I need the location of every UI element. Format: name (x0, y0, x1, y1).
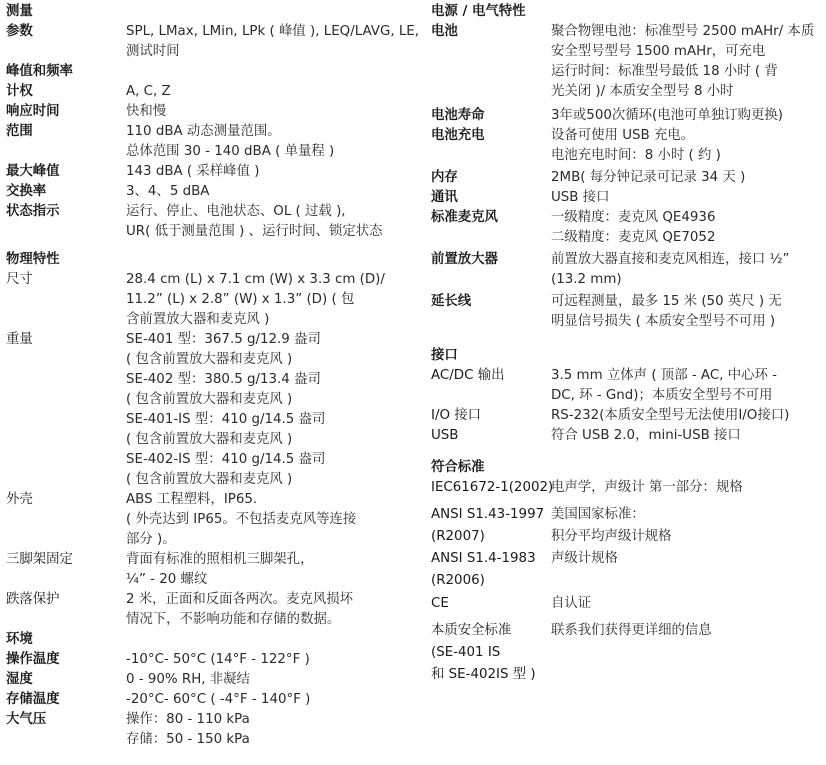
spec-value-line: SE-401 型：367.5 g/12.9 盎司 (126, 332, 321, 347)
spec-value-line: 含前置放大器和麦克风 ) (126, 312, 270, 327)
spec-row (431, 188, 823, 208)
spec-value-line: ( 包含前置放大器和麦克风 ) (126, 472, 293, 487)
spec-value-line: 二级精度：麦克风 QE7052 (551, 230, 716, 245)
spec-value-line: -20°C- 60°C ( -4°F - 140°F ) (126, 692, 311, 707)
spec-label: 跌落保护 (6, 592, 60, 607)
spec-value (126, 710, 411, 750)
spec-value-line: SPL, LMax, LMin, LPk ( 峰值 ), LEQ/LAVG, LE, (126, 24, 420, 39)
spec-value (126, 122, 411, 162)
spec-value (551, 292, 823, 332)
spec-value-line: 测试时间 (126, 44, 180, 59)
spec-label: 电池 (431, 24, 458, 39)
spec-value-line: RS-232(本质安全型号无法使用I/O接口) (551, 408, 790, 423)
spec-label (431, 504, 551, 548)
spec-row (6, 182, 411, 202)
spec-label: I/O 接口 (431, 408, 482, 423)
spec-value-line: ( 包含前置放大器和麦克风 ) (126, 432, 293, 447)
spec-value-line: 3年或500次循环(电池可单独订购更换) (551, 108, 783, 123)
spec-row (6, 330, 411, 490)
spec-value-line: 电池充电时间：8 小时 ( 约 ) (551, 148, 721, 163)
spec-value-line: 美国国家标准： (551, 507, 645, 522)
spec-value (551, 168, 823, 188)
spec-value (126, 82, 411, 102)
spec-row (6, 690, 411, 710)
spec-label: 标准麦克风 (431, 210, 498, 225)
spec-value-line: 运行、停止、电池状态、OL ( 过载 ), (126, 204, 346, 219)
spec-row (431, 504, 823, 548)
spec-row (431, 594, 823, 614)
spec-value (126, 62, 411, 82)
spec-label: USB (431, 428, 459, 443)
spec-row (431, 620, 823, 686)
spec-value-line: 一级精度：麦克风 QE4936 (551, 210, 716, 225)
spec-value-line: 安全型号型号 1500 mAHr，可充电 (551, 44, 766, 59)
spec-label: 电池充电 (431, 128, 485, 143)
section-title: 测量 (6, 4, 33, 19)
spec-value-line: 设备可使用 USB 充电。 (551, 128, 695, 143)
spec-value (126, 102, 411, 122)
spec-label: 尺寸 (6, 272, 33, 287)
spec-label: 状态指示 (6, 204, 60, 219)
spec-value-line: ¼” - 20 螺纹 (126, 572, 208, 587)
spec-value-line: 聚合物锂电池：标准型号 2500 mAHr/ 本质 (551, 24, 815, 39)
spec-value-line: DC, 环 - Gnd)；本质安全型号不可用 (551, 388, 773, 403)
spec-value (126, 690, 411, 710)
spec-row (431, 106, 823, 126)
spec-label: IEC61672-1(2002) (431, 480, 554, 495)
spec-value-line: 背面有标准的照相机三脚架孔， (126, 552, 314, 567)
spec-row (431, 126, 823, 166)
spec-value-line: ( 外壳达到 IP65。不包括麦克风等连接 (126, 512, 357, 527)
spec-value-line: ( 包含前置放大器和麦克风 ) (126, 352, 293, 367)
spec-row (6, 122, 411, 162)
spec-value-line: (13.2 mm) (551, 272, 622, 287)
spec-value (126, 202, 411, 242)
spec-row (6, 490, 411, 550)
spec-row (431, 22, 823, 102)
spec-value-line: 110 dBA 动态测量范围。 (126, 124, 281, 139)
spec-value-line: 存储：50 - 150 kPa (126, 732, 250, 747)
spec-label-line: (SE-401 IS (431, 645, 501, 660)
spec-value (126, 270, 411, 330)
spec-value (126, 590, 411, 630)
spec-row (431, 366, 823, 406)
spec-value (126, 330, 411, 490)
spec-label: 大气压 (6, 712, 47, 727)
spec-label: 三脚架固定 (6, 552, 73, 567)
spec-label: 计权 (6, 84, 33, 99)
spec-value-line: 积分平均声级计规格 (551, 529, 672, 544)
spec-value-line: 运行时间：标准型号最低 18 小时 ( 背 (551, 64, 778, 79)
spec-value-line: 3、4、5 dBA (126, 184, 210, 199)
spec-value-line: 2 米，正面和反面各两次。麦克风损坏 (126, 592, 354, 607)
spec-value-line: SE-402 型：380.5 g/13.4 盎司 (126, 372, 321, 387)
spec-value-line: 0 - 90% RH, 非凝结 (126, 672, 250, 687)
spec-row (6, 670, 411, 690)
spec-row (6, 710, 411, 750)
spec-row (431, 168, 823, 188)
spec-row (6, 650, 411, 670)
spec-value-line: USB 接口 (551, 190, 610, 205)
spec-value (551, 406, 823, 426)
spec-row (431, 478, 823, 498)
spec-value (126, 650, 411, 670)
spec-row (6, 22, 420, 62)
spec-value-line: 2MB( 每分钟记录可记录 34 天 ) (551, 170, 746, 185)
spec-value-line: UR( 低于测量范围 ) 、运行时间、锁定状态 (126, 224, 383, 239)
spec-label-line: 和 SE-402IS 型 ) (431, 667, 536, 682)
spec-value-line: 光关闭 )/ 本质安全型号 8 小时 (551, 84, 734, 99)
spec-label-line: (R2006) (431, 573, 485, 588)
spec-value-line: 总体范围 30 - 140 dBA ( 单量程 ) (126, 144, 335, 159)
spec-row (6, 202, 411, 242)
spec-value-line: 11.2” (L) x 2.8” (W) x 1.3” (D) ( 包 (126, 292, 355, 307)
spec-value (551, 504, 823, 548)
spec-value-line: 符合 USB 2.0，mini-USB 接口 (551, 428, 741, 443)
spec-label (431, 620, 551, 686)
spec-value-line: 快和慢 (126, 104, 167, 119)
spec-label: 峰值和频率 (6, 64, 73, 79)
spec-row (431, 250, 823, 290)
spec-value (551, 250, 823, 290)
spec-value-line: 143 dBA ( 采样峰值 ) (126, 164, 260, 179)
spec-value-line: A, C, Z (126, 84, 171, 99)
spec-row (6, 162, 411, 182)
spec-label: 重量 (6, 332, 33, 347)
spec-row (6, 62, 411, 82)
spec-label-line: (R2007) (431, 529, 485, 544)
spec-value (126, 490, 411, 550)
spec-value (126, 550, 411, 590)
spec-label: 存储温度 (6, 692, 60, 707)
spec-value-line: 明显信号损失 ( 本质安全型号不可用 ) (551, 314, 776, 329)
spec-value-line: 部分 )。 (126, 532, 176, 547)
spec-value-line: 自认证 (551, 596, 592, 611)
section-title: 电源 / 电气特性 (431, 4, 526, 19)
spec-value (551, 548, 823, 592)
spec-value-line: 情况下，不影响功能和存储的数据。 (126, 612, 341, 627)
spec-label: 外壳 (6, 492, 33, 507)
spec-value (551, 22, 823, 102)
spec-label-line: ANSI S1.43-1997 (431, 507, 545, 522)
spec-value (551, 478, 823, 498)
spec-row (6, 550, 411, 590)
spec-label: 前置放大器 (431, 252, 498, 267)
spec-value (551, 188, 823, 208)
spec-row (431, 426, 823, 446)
spec-value (551, 126, 823, 166)
spec-row (431, 406, 823, 426)
spec-row (431, 208, 823, 248)
spec-value-line: -10°C- 50°C (14°F - 122°F ) (126, 652, 310, 667)
spec-row (6, 590, 411, 630)
spec-value (551, 620, 823, 686)
spec-label-line: ANSI S1.4-1983 (431, 551, 536, 566)
spec-value-line: 可远程测量，最多 15 米 (50 英尺 ) 无 (551, 294, 782, 309)
spec-label: 最大峰值 (6, 164, 60, 179)
spec-value-line: ( 包含前置放大器和麦克风 ) (126, 392, 293, 407)
spec-value-line: 声级计规格 (551, 551, 618, 566)
spec-label: 电池寿命 (431, 108, 485, 123)
spec-label-line: 本质安全标准 (431, 623, 512, 638)
section-title: 物理特性 (6, 252, 60, 267)
spec-value (126, 162, 411, 182)
spec-label: 范围 (6, 124, 33, 139)
spec-value (551, 208, 823, 248)
spec-value (551, 594, 823, 614)
spec-row (431, 292, 823, 332)
spec-value (551, 426, 823, 446)
spec-value-line: 28.4 cm (L) x 7.1 cm (W) x 3.3 cm (D)/ (126, 272, 385, 287)
spec-value (126, 22, 419, 62)
section-title: 环境 (6, 632, 33, 647)
spec-value (126, 182, 411, 202)
section-title: 接口 (431, 348, 458, 363)
spec-label: CE (431, 596, 449, 611)
spec-value-line: 操作：80 - 110 kPa (126, 712, 250, 727)
spec-row (6, 270, 411, 330)
spec-value-line: 电声学，声级计 第一部分：规格 (551, 480, 743, 495)
spec-label: 湿度 (6, 672, 33, 687)
spec-label: 内存 (431, 170, 458, 185)
spec-row (6, 82, 411, 102)
spec-value-line: 联系我们获得更详细的信息 (551, 623, 712, 638)
spec-label (431, 548, 551, 592)
spec-row (431, 548, 823, 592)
spec-value-line: 前置放大器直接和麦克风相连，接口 ½” (551, 252, 790, 267)
spec-label: 参数 (6, 24, 33, 39)
spec-value-line: SE-401-IS 型：410 g/14.5 盎司 (126, 412, 326, 427)
spec-label: 延长线 (431, 294, 472, 309)
spec-label: AC/DC 输出 (431, 368, 505, 383)
spec-value-line: 3.5 mm 立体声 ( 顶部 - AC, 中心环 - (551, 368, 777, 383)
spec-value (551, 366, 823, 406)
spec-label: 交换率 (6, 184, 47, 199)
spec-value-line: SE-402-IS 型：410 g/14.5 盎司 (126, 452, 326, 467)
spec-label: 操作温度 (6, 652, 60, 667)
spec-value (126, 670, 411, 690)
spec-label: 通讯 (431, 190, 458, 205)
section-title: 符合标准 (431, 460, 485, 475)
spec-label: 响应时间 (6, 104, 60, 119)
spec-value-line: ABS 工程塑料，IP65. (126, 492, 258, 507)
spec-value (551, 106, 823, 126)
spec-row (6, 102, 411, 122)
